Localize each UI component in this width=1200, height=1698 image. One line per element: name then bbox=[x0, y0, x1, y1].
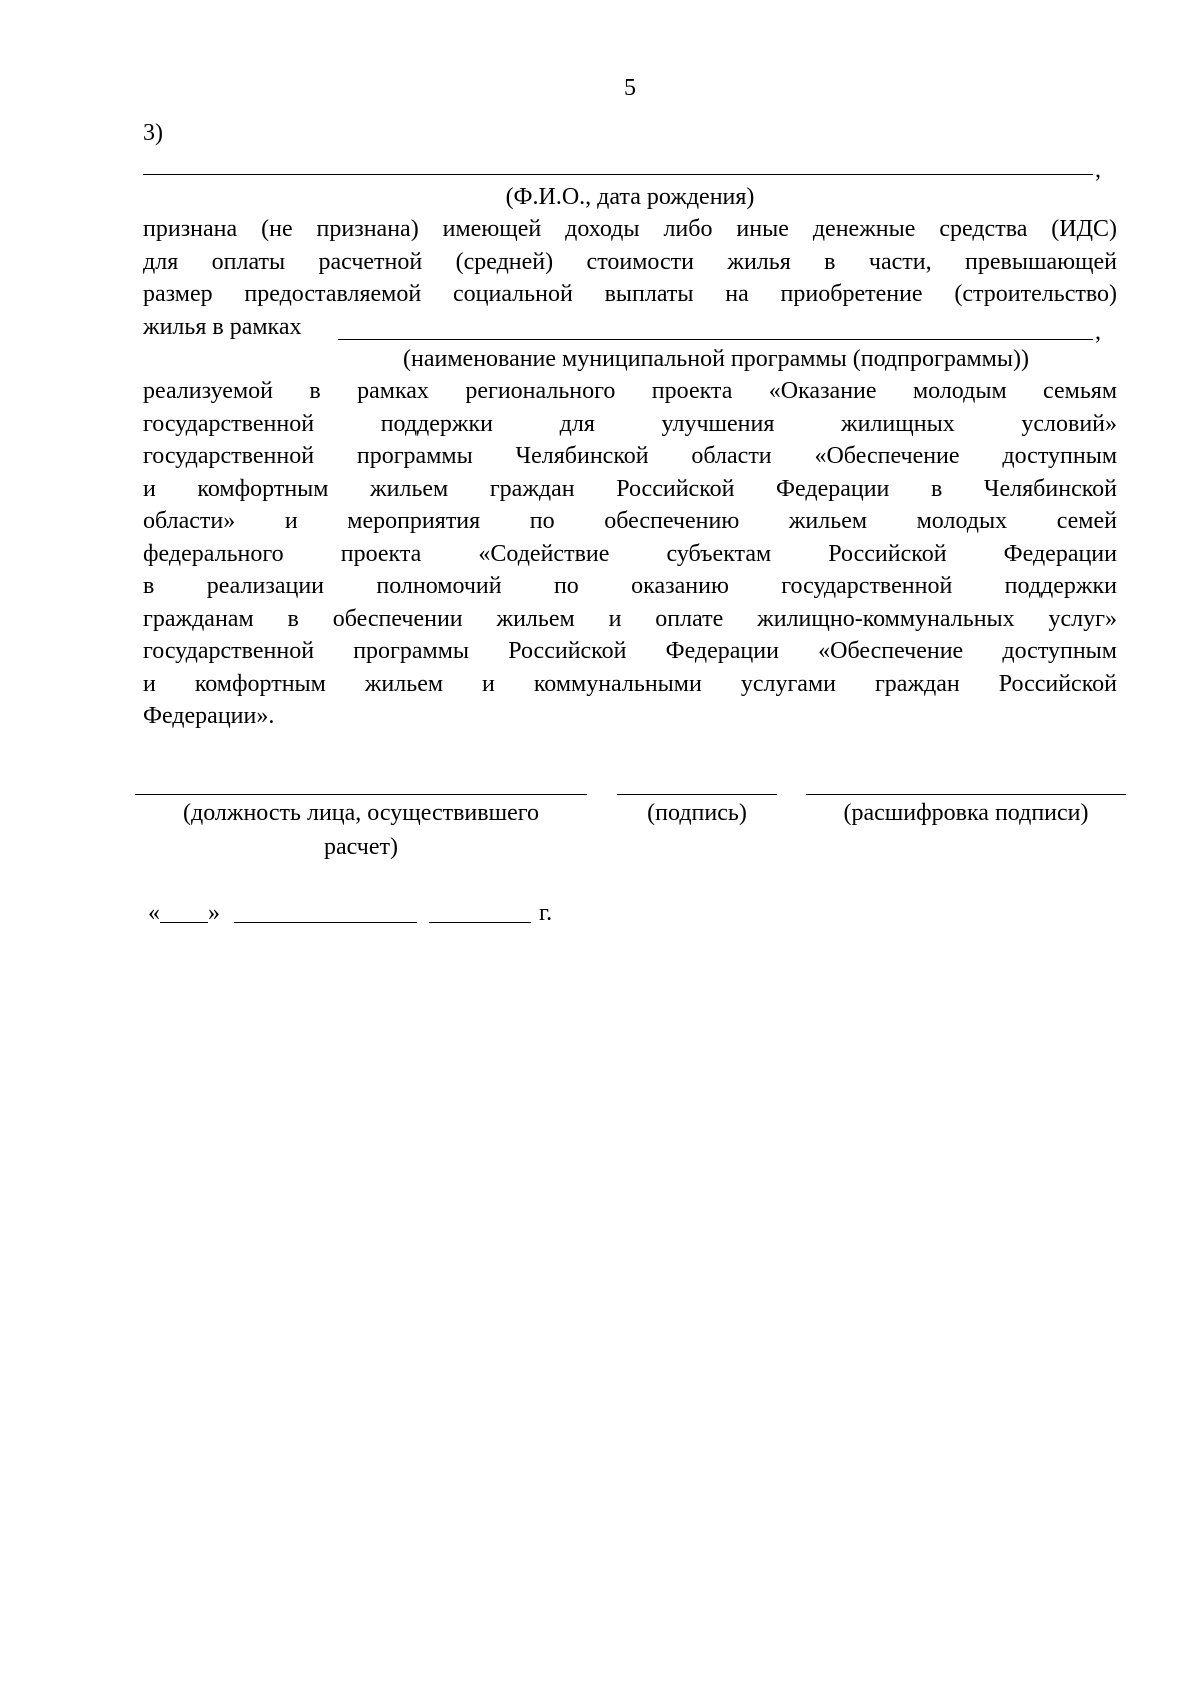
body-line: Федерации». bbox=[143, 703, 275, 729]
fio-caption: (Ф.И.О., дата рождения) bbox=[505, 184, 755, 210]
body-line: и комфортным жильем граждан Российской Федерации в Челябинской bbox=[143, 475, 1117, 502]
body-paragraph-2 bbox=[143, 375, 1117, 733]
decoding-blank-line[interactable] bbox=[806, 794, 1126, 795]
position-blank-line[interactable] bbox=[135, 794, 587, 795]
item-number: 3) bbox=[143, 120, 163, 146]
body-line: государственной поддержки для улучшения жилищных условий» bbox=[143, 410, 1117, 437]
signature-blank-line[interactable] bbox=[617, 794, 777, 795]
year-blank[interactable] bbox=[429, 900, 531, 923]
body-line: и комфортным жильем и коммунальными услугами граждан Российской bbox=[143, 670, 1117, 697]
month-blank[interactable] bbox=[234, 900, 417, 923]
body-line: государственной программы Российской Федерации «Обеспечение доступным bbox=[143, 638, 1117, 664]
body-line: гражданам в обеспечении жильем и оплате жилищно-коммунальных услуг» bbox=[143, 605, 1117, 632]
body-line: реализуемой в рамках регионального проекта «Оказание молодым семьям bbox=[143, 378, 1117, 404]
body-line: в реализации полномочий по оказанию государственной поддержки bbox=[143, 573, 1117, 599]
fio-comma: , bbox=[1095, 157, 1101, 183]
program-comma: , bbox=[1095, 319, 1101, 345]
decoding-caption: (расшифровка подписи) bbox=[843, 800, 1089, 826]
position-caption-line: (должность лица, осуществившего bbox=[183, 800, 539, 826]
signature-caption: (подпись) bbox=[647, 800, 747, 826]
program-blank-line[interactable] bbox=[338, 339, 1093, 340]
body-line: признана (не признана) имеющей доходы либо иные денежные средства (ИДС) bbox=[143, 216, 1117, 242]
date-row bbox=[148, 897, 552, 929]
program-caption: (наименование муниципальной программы (подпрограммы)) bbox=[403, 346, 1029, 372]
date-open-quote: « bbox=[148, 900, 160, 926]
page-number: 5 bbox=[624, 75, 636, 101]
program-row bbox=[143, 311, 302, 343]
position-caption bbox=[135, 796, 587, 864]
day-blank[interactable] bbox=[160, 900, 208, 923]
body-line: для оплаты расчетной (средней) стоимости жилья в части, превышающей bbox=[143, 248, 1117, 275]
body-line: федерального проекта «Содействие субъектам Российской Федерации bbox=[143, 540, 1117, 567]
program-inline-label: жилья в рамках bbox=[143, 314, 302, 340]
position-caption-line: расчет) bbox=[323, 834, 399, 860]
year-suffix: г. bbox=[539, 900, 553, 926]
date-close-quote: » bbox=[208, 900, 220, 926]
body-line: области» и мероприятия по обеспечению жильем молодых семей bbox=[143, 508, 1117, 534]
body-line: размер предоставляемой социальной выплаты на приобретение (строительство) bbox=[143, 281, 1117, 307]
body-paragraph-1 bbox=[143, 213, 1117, 311]
body-line: государственной программы Челябинской области «Обеспечение доступным bbox=[143, 443, 1117, 469]
fio-blank-line[interactable] bbox=[143, 174, 1093, 175]
